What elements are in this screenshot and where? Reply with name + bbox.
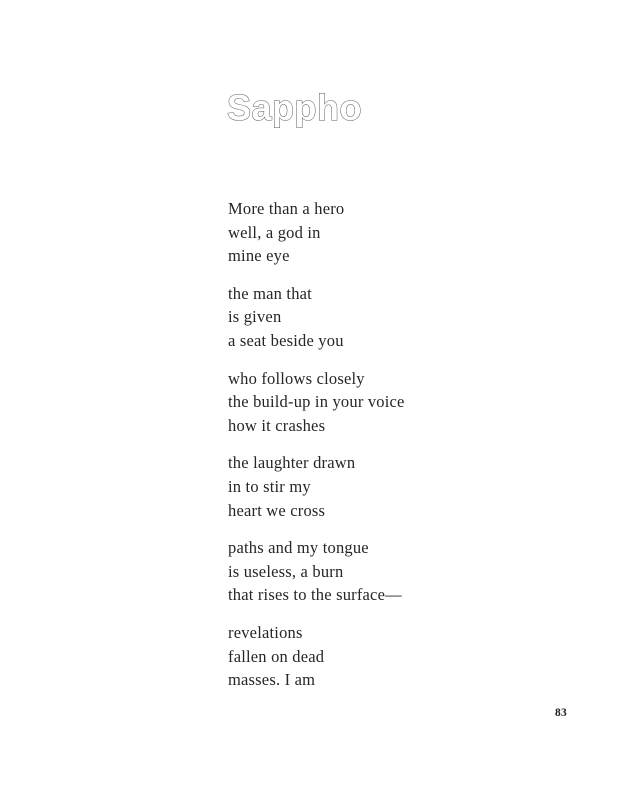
poem-line: that rises to the surface— (228, 585, 402, 605)
poem-line: is given (228, 307, 282, 327)
poem-stanza (228, 282, 548, 353)
poem-stanza (228, 197, 548, 268)
poem-line: heart we cross (228, 500, 326, 520)
poem (228, 197, 548, 706)
poem-line: well, a god in (228, 222, 321, 242)
poem-line: in to stir my (228, 476, 311, 496)
poem-stanza (228, 367, 548, 438)
poem-line: masses. I am (228, 670, 316, 690)
poem-line: how it crashes (228, 415, 326, 435)
poem-line: paths and my tongue (228, 538, 369, 558)
page-number: 83 (555, 707, 568, 719)
poem-line: who follows closely (228, 368, 365, 388)
poem-line: More than a hero (228, 199, 345, 218)
poem-stanza (228, 621, 548, 692)
poem-line: the laughter drawn (228, 453, 356, 473)
poem-stanza (228, 451, 548, 522)
poem-line: the build-up in your voice (228, 392, 405, 412)
poem-line: is useless, a burn (228, 561, 344, 581)
poem-line: the man that (228, 283, 312, 303)
poem-line: mine eye (228, 246, 290, 266)
poem-line: revelations (228, 622, 303, 642)
poem-line: a seat beside you (228, 330, 344, 350)
poem-stanza (228, 536, 548, 607)
poem-line: fallen on dead (228, 646, 325, 666)
page-title (226, 84, 446, 136)
page-title-text: Sappho (227, 87, 362, 128)
